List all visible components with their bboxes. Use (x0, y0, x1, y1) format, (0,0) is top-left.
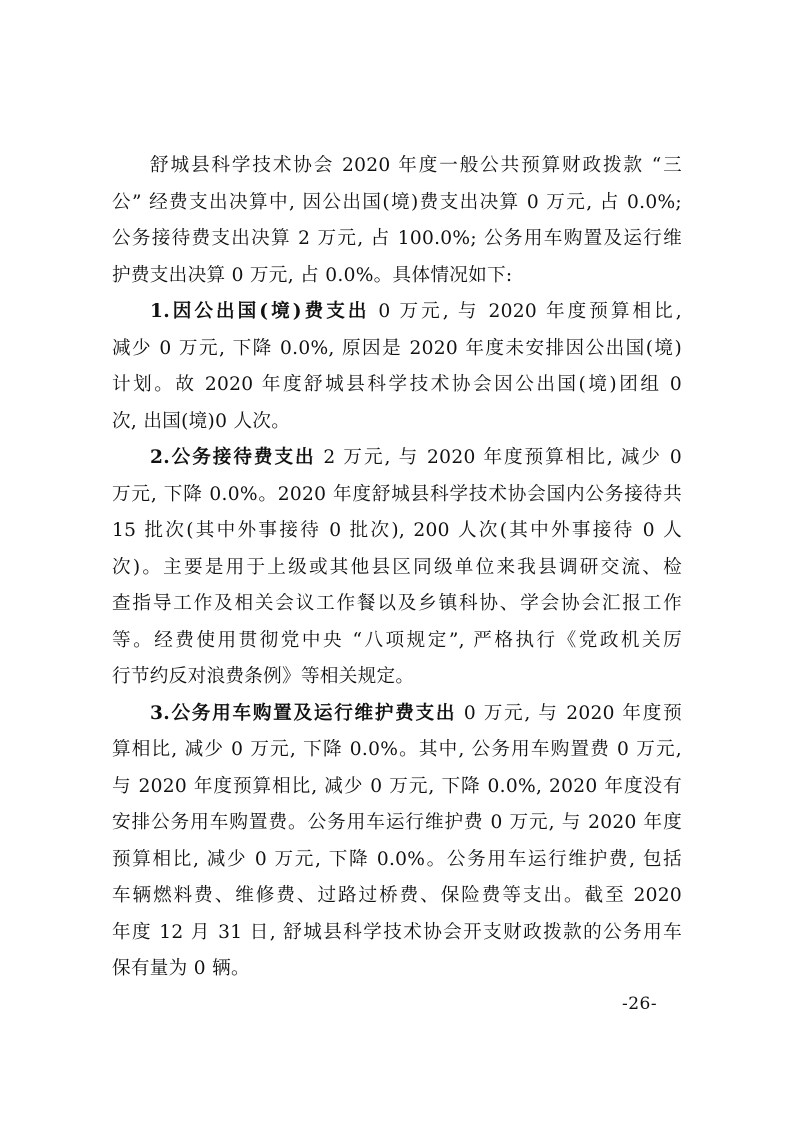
text-line: 保有量为 0 辆。 (112, 958, 250, 979)
text-line (112, 696, 682, 733)
text-line: 算相比, 减少 0 万元, 下降 0.0%。其中, 公务用车购置费 0 万元, (112, 739, 682, 760)
text-run: 2 万元, 与 2020 年度预算相比, 减少 0 (315, 447, 682, 468)
section-heading: 1.因公出国(境)费支出 (150, 301, 370, 322)
text-line: 与 2020 年度预算相比, 减少 0 万元, 下降 0.0%, 2020 年度没有 (112, 775, 682, 797)
text-line: 安排公务用车购置费。公务用车运行维护费 0 万元, 与 2020 年度 (112, 812, 682, 833)
text-line: 舒城县科学技术协会 2020 年度一般公共预算财政拨款 “三 (150, 155, 682, 176)
text-line: 护费支出决算 0 万元, 占 0.0%。具体情况如下: (112, 264, 513, 286)
text-line: 公务接待费支出决算 2 万元, 占 100.0%; 公务用车购置及运行维 (112, 228, 682, 249)
paragraph-reception (112, 440, 682, 696)
paragraph-vehicles (112, 696, 682, 988)
section-heading: 3.公务用车购置及运行维护费支出 (150, 702, 457, 724)
text-line (112, 440, 682, 477)
text-line: 次, 出国(境)0 人次。 (112, 410, 291, 432)
text-line: 查指导工作及相关会议工作餐以及乡镇科协、学会协会汇报工作 (112, 593, 682, 614)
text-line: 次)。主要是用于上级或其他县区同级单位来我县调研交流、检 (112, 556, 682, 578)
text-line: 预算相比, 减少 0 万元, 下降 0.0%。公务用车运行维护费, 包括 (112, 848, 682, 870)
text-line: 车辆燃料费、维修费、过路过桥费、保险费等支出。截至 2020 (112, 885, 682, 906)
text-line: 公” 经费支出决算中, 因公出国(境)费支出决算 0 万元, 占 0.0%; (112, 191, 682, 213)
section-heading: 2.公务接待费支出 (150, 447, 316, 468)
text-run: 0 万元, 与 2020 年度预 (456, 702, 682, 724)
text-line: 等。经费使用贯彻党中央 “八项规定”, 严格执行《党政机关厉 (112, 629, 682, 651)
text-line: 万元, 下降 0.0%。2020 年度舒城县科学技术协会国内公务接待共 (112, 483, 682, 505)
paragraph-intro (112, 148, 682, 294)
text-line: 15 批次(其中外事接待 0 批次), 200 人次(其中外事接待 0 人 (112, 520, 682, 541)
text-line: 行节约反对浪费条例》等相关规定。 (112, 666, 415, 687)
text-line (112, 294, 682, 331)
text-line: 年度 12 月 31 日, 舒城县科学技术协会开支财政拨款的公务用车 (112, 921, 682, 943)
paragraph-overseas-travel (112, 294, 682, 440)
text-line: 减少 0 万元, 下降 0.0%, 原因是 2020 年度未安排因公出国(境) (112, 337, 682, 359)
page-number: -26- (622, 994, 658, 1014)
text-run: 0 万元, 与 2020 年度预算相比, (369, 301, 682, 322)
text-line: 计划。故 2020 年度舒城县科学技术协会因公出国(境)团组 0 (112, 374, 682, 395)
document-body (112, 148, 682, 988)
